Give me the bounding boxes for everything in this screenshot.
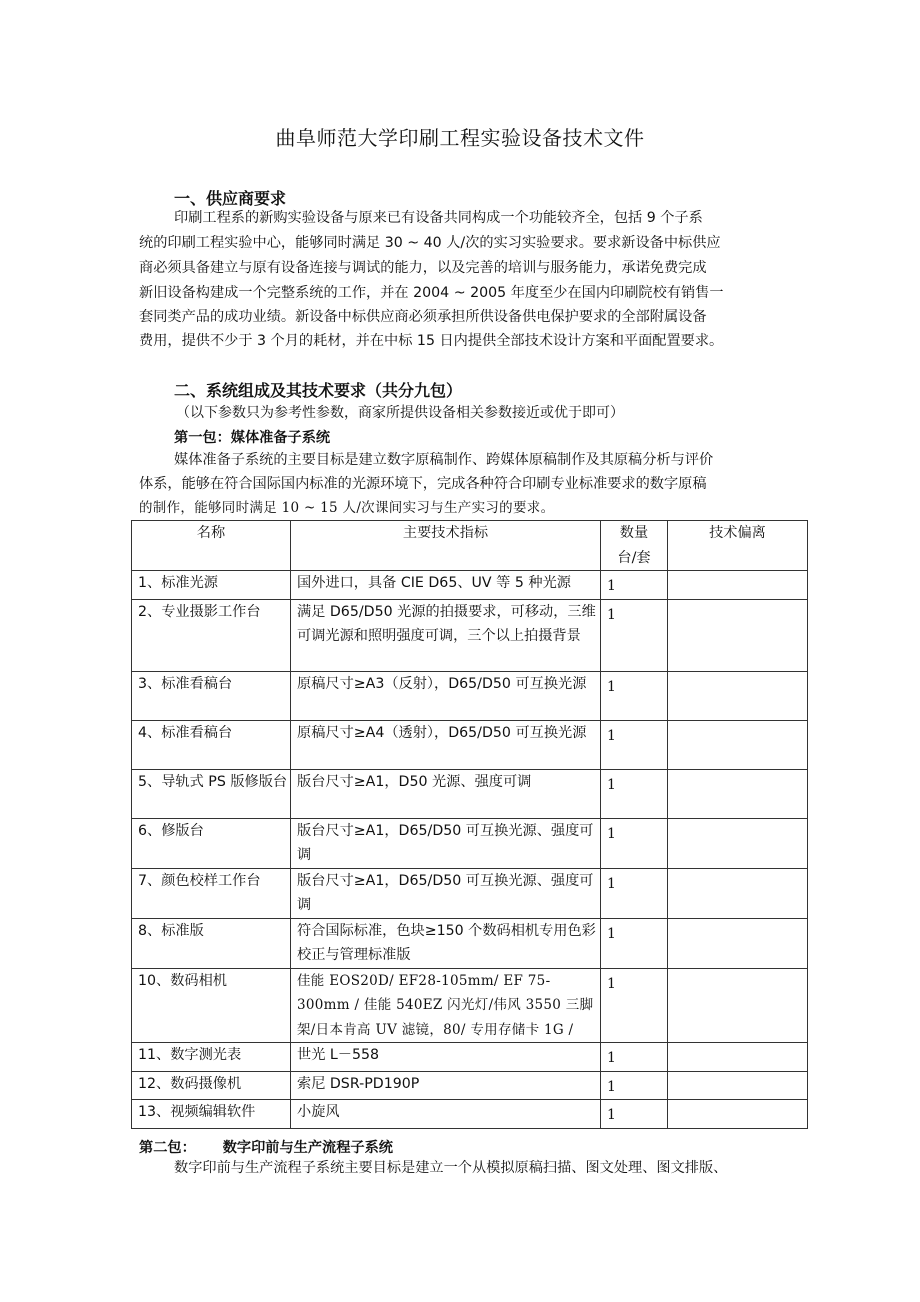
cell-deviation <box>668 599 808 671</box>
cell-spec: 符合国际标准，色块≥150 个数码相机专用色彩校正与管理标准版 <box>291 918 601 968</box>
cell-deviation <box>668 818 808 868</box>
package2-label: 第二包： <box>139 1140 196 1156</box>
cell-qty: 1 <box>601 571 668 600</box>
cell-spec: 原稿尺寸≥A4（透射），D65/D50 可互换光源 <box>291 720 601 769</box>
paragraph-line: 费用，提供不少于 3 个月的耗材，并在中标 15 日内提供全部技术设计方案和平面配置要求。 <box>139 333 724 349</box>
cell-qty: 1 <box>601 1071 668 1100</box>
table-row <box>132 571 808 600</box>
table-row <box>132 868 808 918</box>
cell-qty: 1 <box>601 918 668 968</box>
package1-heading: 第一包：媒体准备子系统 <box>174 430 331 446</box>
cell-deviation <box>668 720 808 769</box>
cell-deviation <box>668 918 808 968</box>
cell-name: 6、修版台 <box>132 818 291 868</box>
table-row <box>132 671 808 720</box>
paragraph-line: 商必须具备建立与原有设备连接与调试的能力，以及完善的培训与服务能力，承诺免费完成 <box>139 260 707 276</box>
cell-qty: 1 <box>601 1043 668 1072</box>
cell-deviation <box>668 968 808 1043</box>
cell-name: 8、标准版 <box>132 918 291 968</box>
header-qty-line2: 台/套 <box>617 549 651 566</box>
header-qty <box>601 521 668 571</box>
table-row <box>132 1100 808 1129</box>
cell-name: 3、标准看稿台 <box>132 671 291 720</box>
section1-heading: 一、供应商要求 <box>174 189 287 208</box>
cell-spec: 版台尺寸≥A1，D50 光源、强度可调 <box>291 769 601 818</box>
cell-name: 5、导轨式 PS 版修版台 <box>132 769 291 818</box>
table-row <box>132 1071 808 1100</box>
cell-name: 12、数码摄像机 <box>132 1071 291 1100</box>
paragraph-line: 统的印刷工程实验中心，能够同时满足 30 ~ 40 人/次的实习实验要求。要求新设备中标供应 <box>139 235 721 251</box>
cell-qty: 1 <box>601 720 668 769</box>
document-title: 曲阜师范大学印刷工程实验设备技术文件 <box>275 126 645 150</box>
paragraph-line: 体系，能够在符合国际国内标准的光源环境下，完成各种符合印刷专业标准要求的数字原稿 <box>139 476 707 492</box>
package2-paragraph: 数字印前与生产流程子系统主要目标是建立一个从模拟原稿扫描、图文处理、图文排版、 <box>174 1160 728 1176</box>
table-row <box>132 818 808 868</box>
package2-title: 数字印前与生产流程子系统 <box>222 1140 393 1156</box>
cell-name: 11、数字测光表 <box>132 1043 291 1072</box>
table-row <box>132 968 808 1043</box>
section2-note: （以下参数只为参考性参数，商家所提供设备相关参数接近或优于即可） <box>176 405 624 421</box>
cell-deviation <box>668 868 808 918</box>
package2-heading <box>139 1137 393 1157</box>
equipment-table <box>131 520 808 1129</box>
header-spec: 主要技术指标 <box>291 521 601 571</box>
cell-spec: 原稿尺寸≥A3（反射），D65/D50 可互换光源 <box>291 671 601 720</box>
header-qty-line1: 数量 <box>619 525 649 541</box>
paragraph-line: 新旧设备构建成一个完整系统的工作，并在 2004 ~ 2005 年度至少在国内印刷院校有销售一 <box>139 285 724 301</box>
paragraph-line: 印刷工程系的新购实验设备与原来已有设备共同构成一个功能较齐全，包括 9 个子系 <box>174 210 703 226</box>
table-row <box>132 1043 808 1072</box>
cell-deviation <box>668 769 808 818</box>
cell-spec: 索尼 DSR-PD190P <box>291 1071 601 1100</box>
cell-name: 13、视频编辑软件 <box>132 1100 291 1129</box>
cell-name: 7、颜色校样工作台 <box>132 868 291 918</box>
cell-deviation <box>668 1043 808 1072</box>
table-row <box>132 918 808 968</box>
cell-spec: 世光 L－558 <box>291 1043 601 1072</box>
cell-deviation <box>668 671 808 720</box>
cell-qty: 1 <box>601 818 668 868</box>
cell-spec: 国外进口，具备 CIE D65、UV 等 5 种光源 <box>291 571 601 600</box>
cell-deviation <box>668 1071 808 1100</box>
table-row <box>132 720 808 769</box>
paragraph-line: 套同类产品的成功业绩。新设备中标供应商必须承担所供设备供电保护要求的全部附属设备 <box>139 309 707 325</box>
cell-spec: 版台尺寸≥A1，D65/D50 可互换光源、强度可调 <box>291 868 601 918</box>
cell-name: 1、标准光源 <box>132 571 291 600</box>
cell-spec: 小旋风 <box>291 1100 601 1129</box>
cell-qty: 1 <box>601 1100 668 1129</box>
cell-name: 4、标准看稿台 <box>132 720 291 769</box>
cell-spec: 满足 D65/D50 光源的拍摄要求，可移动，三维可调光源和照明强度可调，三个以上拍摄背景 <box>291 599 601 671</box>
table-header-row <box>132 521 808 571</box>
table-row <box>132 769 808 818</box>
cell-qty: 1 <box>601 868 668 918</box>
cell-qty: 1 <box>601 599 668 671</box>
cell-deviation <box>668 571 808 600</box>
paragraph-line: 媒体准备子系统的主要目标是建立数字原稿制作、跨媒体原稿制作及其原稿分析与评价 <box>174 452 714 468</box>
cell-spec: 佳能 EOS20D/ EF28-105mm/ EF 75-300mm / 佳能 540EZ 闪光灯/伟风 3550 三脚架/日本肯高 UV 滤镜，80/ 专用存储卡 1G / <box>291 968 601 1043</box>
cell-name: 10、数码相机 <box>132 968 291 1043</box>
cell-qty: 1 <box>601 968 668 1043</box>
table-row <box>132 599 808 671</box>
header-name: 名称 <box>132 521 291 571</box>
section2-heading: 二、系统组成及其技术要求（共分九包） <box>174 381 463 400</box>
paragraph-line: 的制作，能够同时满足 10 ~ 15 人/次课间实习与生产实习的要求。 <box>139 500 555 516</box>
cell-deviation <box>668 1100 808 1129</box>
cell-qty: 1 <box>601 671 668 720</box>
cell-spec: 版台尺寸≥A1，D65/D50 可互换光源、强度可调 <box>291 818 601 868</box>
header-deviation: 技术偏离 <box>668 521 808 571</box>
cell-name: 2、专业摄影工作台 <box>132 599 291 671</box>
cell-qty: 1 <box>601 769 668 818</box>
